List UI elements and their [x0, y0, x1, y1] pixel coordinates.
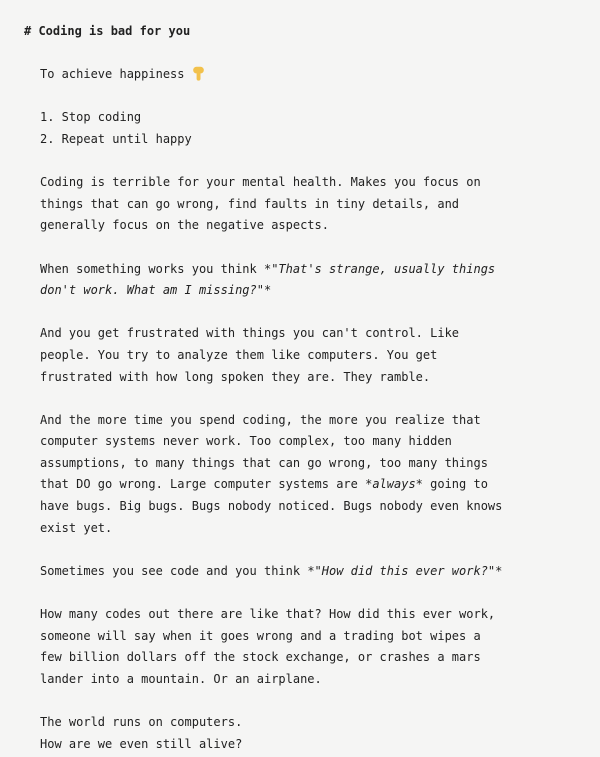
- text-line: [40, 410, 580, 432]
- text-line: [40, 367, 580, 389]
- text-line: [40, 518, 580, 540]
- text-segment: that DO go wrong. Large computer systems are: [40, 477, 366, 492]
- text-segment: *always*: [365, 477, 423, 492]
- text-line: [40, 604, 580, 626]
- text-segment: Sometimes you see code and you think: [40, 563, 308, 578]
- paragraph-how-did-this-work: [40, 561, 580, 583]
- text-line: [40, 669, 580, 691]
- text-line: [40, 323, 580, 345]
- text-segment: *"That's strange, usually things: [263, 261, 496, 276]
- text-segment: *"How did this ever work?"*: [307, 563, 503, 578]
- paragraph-closing: [40, 712, 580, 755]
- heading: [24, 21, 580, 43]
- text-segment: frustrated with how long spoken they are. They ramble.: [40, 369, 431, 384]
- text-line: [40, 431, 580, 453]
- text-line: [40, 129, 580, 151]
- paragraph-thats-strange: [40, 259, 580, 302]
- text-line: [24, 21, 580, 43]
- text-segment: people. You try to analyze them like computers. You get: [40, 347, 438, 362]
- text-line: [40, 345, 580, 367]
- text-segment: going to: [422, 477, 488, 492]
- text-line: [40, 194, 580, 216]
- text-segment: Coding is terrible for your mental health. Makes you focus on: [40, 175, 481, 190]
- text-segment: When something works you think: [40, 261, 264, 276]
- text-segment: don't work. What am I missing?"*: [40, 283, 272, 298]
- text-line: [40, 172, 580, 194]
- text-segment: things that can go wrong, find faults in tiny details, and: [40, 196, 460, 211]
- text-line: [40, 259, 580, 281]
- text-segment: 2. Repeat until happy: [40, 131, 192, 146]
- text-segment: exist yet.: [40, 520, 113, 535]
- text-segment: How are we even still alive?: [40, 736, 243, 751]
- text-line: [40, 647, 580, 669]
- text-line: [40, 626, 580, 648]
- text-segment: # Coding is bad for you: [24, 24, 191, 38]
- text-segment: How many codes out there are like that? How did this ever work,: [40, 607, 496, 622]
- steps-list: [40, 107, 580, 150]
- text-segment: The world runs on computers.: [40, 715, 243, 729]
- point-down-emoji: [192, 66, 205, 81]
- text-line: [40, 107, 580, 129]
- paragraph-frustrated: [40, 323, 580, 388]
- text-line: [40, 64, 580, 86]
- text-segment: assumptions, to many things that can go wrong, too many things: [40, 455, 488, 470]
- text-line: [40, 561, 580, 583]
- text-segment: have bugs. Big bugs. Bugs nobody noticed. Bugs nobody even knows: [40, 499, 503, 514]
- text-line: [40, 280, 580, 302]
- text-line: [40, 734, 580, 756]
- text-line: [40, 453, 580, 475]
- paragraph-trading-bot: [40, 604, 580, 690]
- text-segment: few billion dollars off the stock exchange, or crashes a mars: [40, 650, 481, 665]
- text-segment: computer systems never work. Too complex, too many hidden: [40, 434, 452, 449]
- text-line: [40, 712, 580, 734]
- text-line: [40, 215, 580, 237]
- text-segment: And you get frustrated with things you can't control. Like: [40, 326, 460, 341]
- text-segment: 1. Stop coding: [40, 110, 142, 125]
- text-segment: someone will say when it goes wrong and a trading bot wipes a: [40, 628, 481, 643]
- text-segment: lander into a mountain. Or an airplane.: [40, 671, 322, 686]
- text-line: [40, 496, 580, 518]
- text-segment: To achieve happiness: [40, 67, 192, 82]
- text-segment: And the more time you spend coding, the more you realize that: [40, 412, 481, 427]
- intro-line: [40, 64, 580, 86]
- paragraph-mental-health: [40, 172, 580, 237]
- paragraph-never-work: [40, 410, 580, 540]
- text-segment: generally focus on the negative aspects.: [40, 218, 329, 233]
- text-line: [40, 474, 580, 496]
